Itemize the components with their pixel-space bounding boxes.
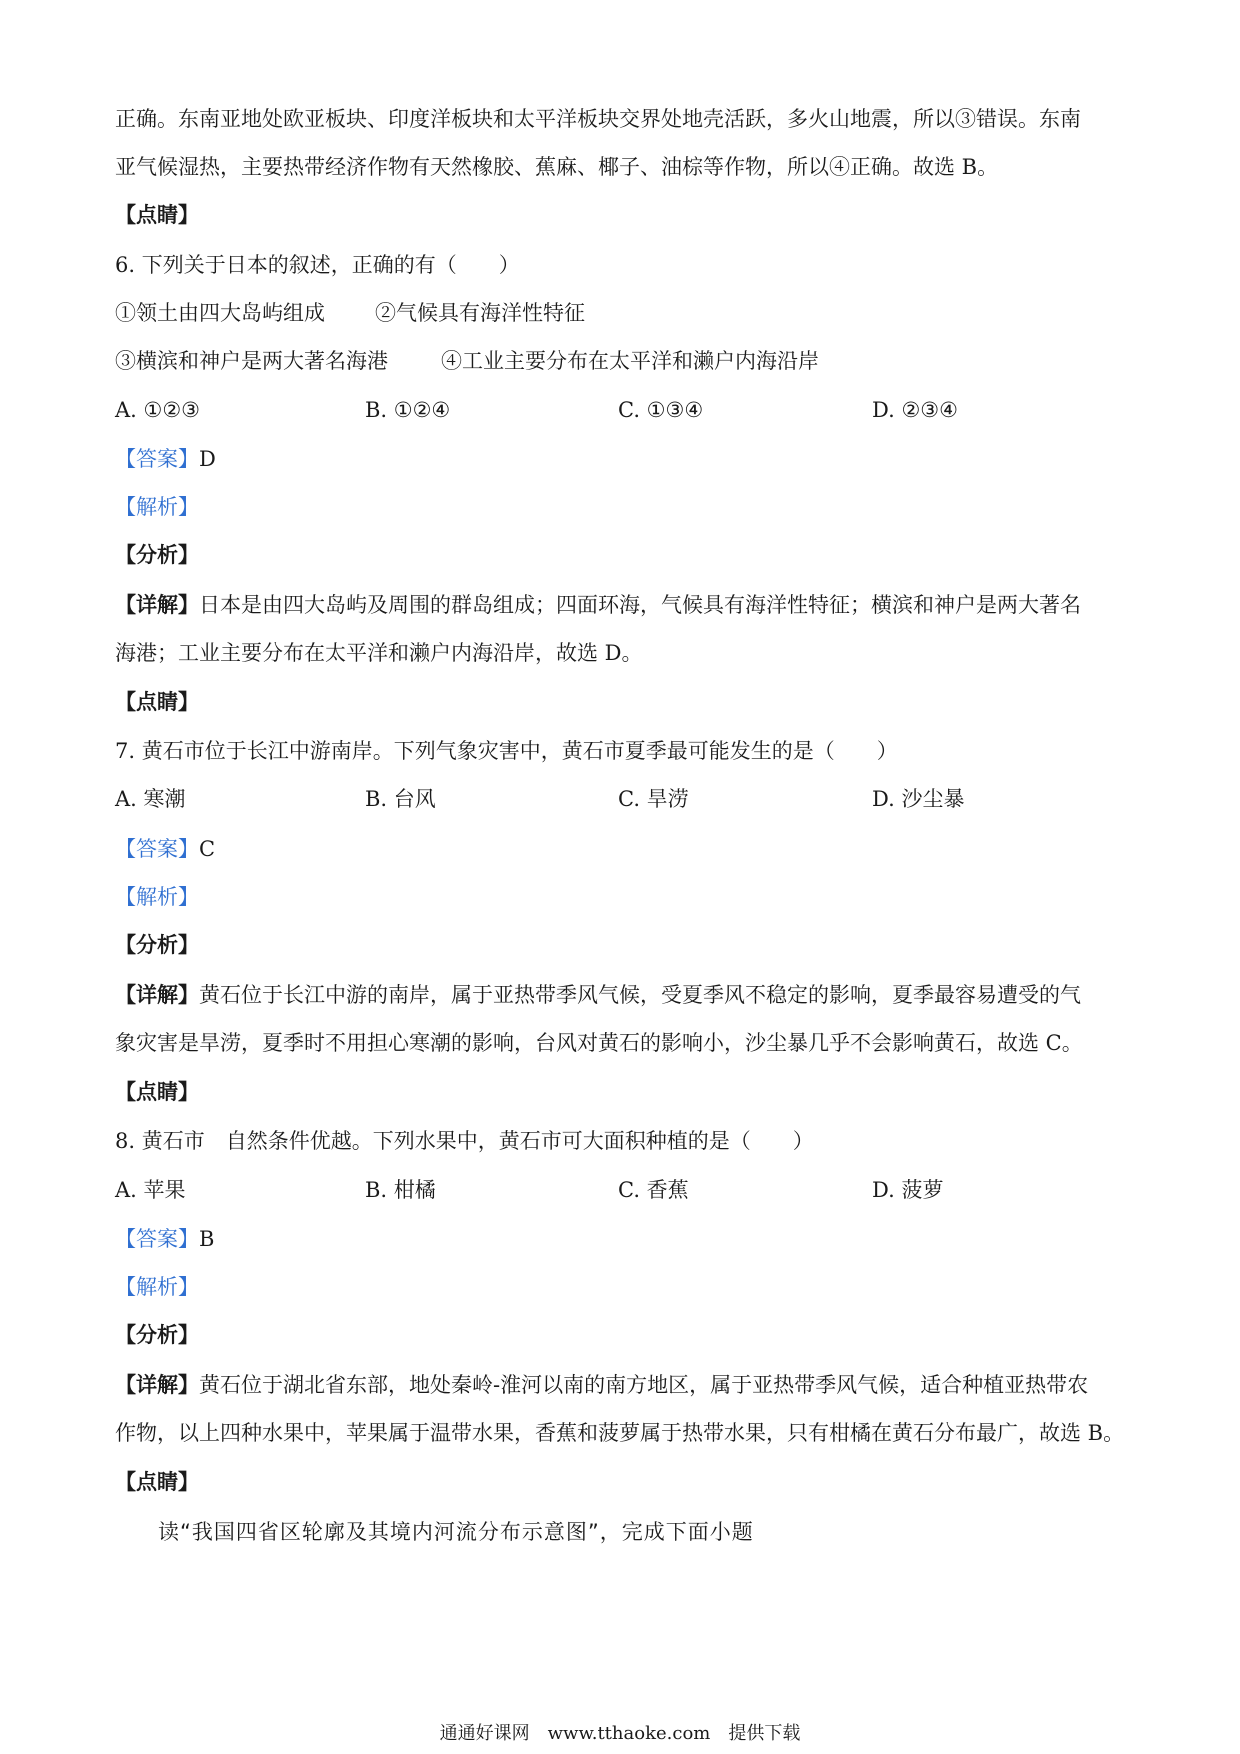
q7-fenxi-tag: 【分析】 — [115, 932, 199, 957]
q6-statement-3: ③横滨和神户是两大著名海港 — [115, 349, 388, 373]
q6-option-a: A. ①②③ — [115, 398, 200, 422]
q8-answer: B — [199, 1227, 215, 1251]
q6-jiexi-tag: 【解析】 — [115, 495, 199, 519]
q6-detail-text-1: 日本是由四大岛屿及周围的群岛组成；四面环海，气候具有海洋性特征；横滨和神户是两大著名 — [199, 593, 1081, 617]
q8-detail-tag: 【详解】 — [115, 1372, 199, 1397]
q8-dianjing: 【点睛】 — [115, 1469, 199, 1494]
q8-option-c: C. 香蕉 — [618, 1178, 689, 1202]
q6-detail-tag: 【详解】 — [115, 592, 199, 617]
q6-statement-4: ④工业主要分布在太平洋和濑户内海沿岸 — [441, 349, 819, 373]
q8-question: 8. 黄石市 自然条件优越。下列水果中，黄石市可大面积种植的是（ ） — [115, 1129, 814, 1153]
q7-jiexi-tag: 【解析】 — [115, 885, 199, 909]
q8-detail-text-1: 黄石位于湖北省东部，地处秦岭-淮河以南的南方地区，属于亚热带季风气候，适合种植亚热带农 — [199, 1373, 1089, 1397]
q7-option-a: A. 寒潮 — [115, 787, 186, 811]
q7-option-d: D. 沙尘暴 — [872, 787, 965, 811]
q8-detail-line-2: 作物，以上四种水果中，苹果属于温带水果，香蕉和菠萝属于热带水果，只有柑橘在黄石分布最广，故选 B。 — [115, 1421, 1125, 1445]
q6-option-d: D. ②③④ — [872, 398, 958, 422]
q7-detail-text-1: 黄石位于长江中游的南岸，属于亚热带季风气候，受夏季风不稳定的影响，夏季最容易遭受的气 — [199, 983, 1081, 1007]
q6-option-c: C. ①③④ — [618, 398, 704, 422]
q6-statement-2: ②气候具有海洋性特征 — [375, 301, 585, 325]
q8-option-d: D. 菠萝 — [872, 1178, 944, 1202]
q8-option-a: A. 苹果 — [115, 1178, 186, 1202]
q6-answer-tag: 【答案】 — [115, 447, 199, 471]
q7-detail-tag: 【详解】 — [115, 982, 199, 1007]
q6-option-b: B. ①②④ — [365, 398, 451, 422]
intro-dianjing: 【点睛】 — [115, 202, 199, 227]
q8-jiexi-tag: 【解析】 — [115, 1275, 199, 1299]
q7-answer-line — [115, 834, 1135, 864]
q6-fenxi-tag: 【分析】 — [115, 542, 199, 567]
q8-answer-tag: 【答案】 — [115, 1227, 199, 1251]
q6-dianjing: 【点睛】 — [115, 689, 199, 714]
q7-question: 7. 黄石市位于长江中游南岸。下列气象灾害中，黄石市夏季最可能发生的是（ ） — [115, 739, 898, 763]
q8-detail-line-1 — [115, 1370, 1135, 1400]
intro-line-2: 亚气候湿热，主要热带经济作物有天然橡胶、蕉麻、椰子、油棕等作物，所以④正确。故选 B。 — [115, 155, 999, 179]
q7-dianjing: 【点睛】 — [115, 1079, 199, 1104]
q7-option-c: C. 旱涝 — [618, 787, 689, 811]
q6-answer: D — [199, 447, 216, 471]
page-footer: 通通好课网 www.tthaoke.com 提供下载 — [439, 1723, 801, 1744]
q7-answer-tag: 【答案】 — [115, 837, 199, 861]
q7-detail-line-2: 象灾害是旱涝，夏季时不用担心寒潮的影响，台风对黄石的影响小，沙尘暴几乎不会影响黄石，故选 C。 — [115, 1031, 1083, 1055]
intro-line-1: 正确。东南亚地处欧亚板块、印度洋板块和太平洋板块交界处地壳活跃，多火山地震，所以③错误。东南 — [115, 107, 1081, 131]
q7-option-b: B. 台风 — [365, 787, 436, 811]
q8-fenxi-tag: 【分析】 — [115, 1322, 199, 1347]
q6-detail-line-2: 海港；工业主要分布在太平洋和濑户内海沿岸，故选 D。 — [115, 641, 643, 665]
q7-detail-line-1 — [115, 980, 1135, 1010]
q6-statement-1: ①领土由四大岛屿组成 — [115, 301, 325, 325]
q7-answer: C — [199, 837, 216, 861]
q6-answer-line — [115, 444, 1135, 474]
reading-prompt: 读“我国四省区轮廓及其境内河流分布示意图”，完成下面小题 — [158, 1520, 754, 1544]
q6-question: 6. 下列关于日本的叙述，正确的有（ ） — [115, 253, 520, 277]
q8-option-b: B. 柑橘 — [365, 1178, 436, 1202]
q6-detail-line-1 — [115, 590, 1135, 620]
q8-answer-line — [115, 1224, 1135, 1254]
